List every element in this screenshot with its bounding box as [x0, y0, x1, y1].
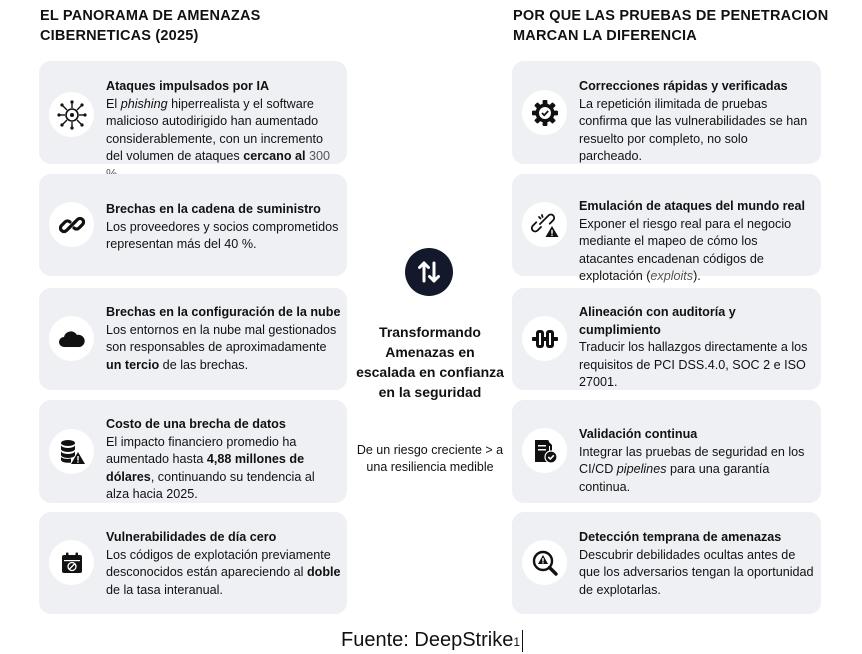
source-citation — [341, 626, 523, 654]
card-title: Alineación con auditoría y cumplimiento — [579, 305, 736, 337]
card-title: Vulnerabilidades de día cero — [106, 530, 277, 544]
card-body: La repetición ilimitada de pruebas confirma que las vulnerabilidades se han resuelto por completo, no solo parcheado. — [579, 96, 808, 163]
document-check-icon — [522, 428, 567, 473]
threat-detection-icon — [522, 540, 567, 585]
footnote-marker: 1 — [513, 635, 521, 649]
compliance-icon — [522, 316, 567, 361]
database-warning-icon — [49, 429, 94, 474]
card-title: Emulación de ataques del mundo real — [579, 199, 806, 213]
card-body: Los entornos en la nube mal gestionados son responsables de aproximadamente un tercio de las brechas. — [106, 322, 337, 372]
card-body: Los códigos de explotación previamente desconocidos están apareciendo al doble de la tasa interanual. — [106, 547, 341, 597]
card-body: Traducir los hallazgos directamente a los requisitos de PCI DSS.4.0, SOC 2 e ISO 27001. — [579, 340, 808, 389]
card-title: Brechas en la configuración de la nube — [106, 305, 341, 319]
threat-card-zero-day — [39, 512, 347, 614]
card-title: Validación continua — [579, 427, 698, 441]
benefit-card-compliance — [512, 288, 821, 390]
center-subtitle: De un riesgo creciente > a una resiliencia medible — [356, 443, 504, 474]
threat-card-ai-attacks — [39, 61, 347, 164]
swap-arrows-icon — [405, 248, 453, 296]
card-title: Costo de una brecha de datos — [106, 417, 286, 431]
text-cursor — [522, 630, 523, 652]
ai-brain-icon — [49, 92, 94, 137]
card-body: El phishing hiperrealista y el software malicioso autodirigido han aumentado considerablemente, con un incremento del volumen de ataques cercano al 300 — [106, 96, 331, 163]
benefit-card-attack-emulation — [512, 174, 821, 283]
benefit-card-early-detection — [512, 512, 821, 614]
right-section-heading: POR QUE LAS PRUEBAS DE PENETRACION MARCAN LA DIFERENCIA — [513, 8, 829, 44]
card-body: El impacto financiero promedio ha aumentado hasta 4,88 millones de dólares, continuando su tendencia al alza hacia 2025. — [106, 434, 315, 501]
threat-card-breach-cost — [39, 400, 347, 503]
threat-card-cloud — [39, 288, 347, 390]
left-section-heading: EL PANORAMA DE AMENAZAS CIBERNETICAS (2025) — [40, 8, 261, 44]
center-title: Transformando Amenazas en escalada en confianza en la seguridad — [356, 324, 504, 400]
card-body: Integrar las pruebas de seguridad en los CI/CD pipelines para una garantía continua. — [579, 444, 805, 494]
threat-card-supply-chain — [39, 174, 347, 276]
gear-check-icon — [522, 90, 567, 135]
broken-link-warning-icon — [522, 202, 567, 247]
chain-link-icon — [49, 202, 94, 247]
source-text: Fuente: DeepStrike — [341, 629, 514, 651]
benefit-card-fast-fixes — [512, 61, 821, 164]
calendar-bug-icon — [49, 540, 94, 585]
benefit-card-continuous-validation — [512, 400, 821, 503]
card-body: Exponer el riesgo real para el negocio mediante el mapeo de cómo los atacantes encadenan códigos de explotación (exploits). — [579, 216, 792, 283]
card-body: Los proveedores y socios comprometidos representan más del 40 %. — [106, 219, 339, 251]
card-title: Brechas en la cadena de suministro — [106, 202, 321, 216]
card-title: Correcciones rápidas y verificadas — [579, 79, 788, 93]
card-title: Ataques impulsados por IA — [106, 79, 270, 93]
card-body: Descubrir debilidades ocultas antes de que los adversarios tengan la oportunidad de explotarlas. — [579, 547, 814, 597]
card-title: Detección temprana de amenazas — [579, 530, 782, 544]
cloud-icon — [49, 316, 94, 361]
